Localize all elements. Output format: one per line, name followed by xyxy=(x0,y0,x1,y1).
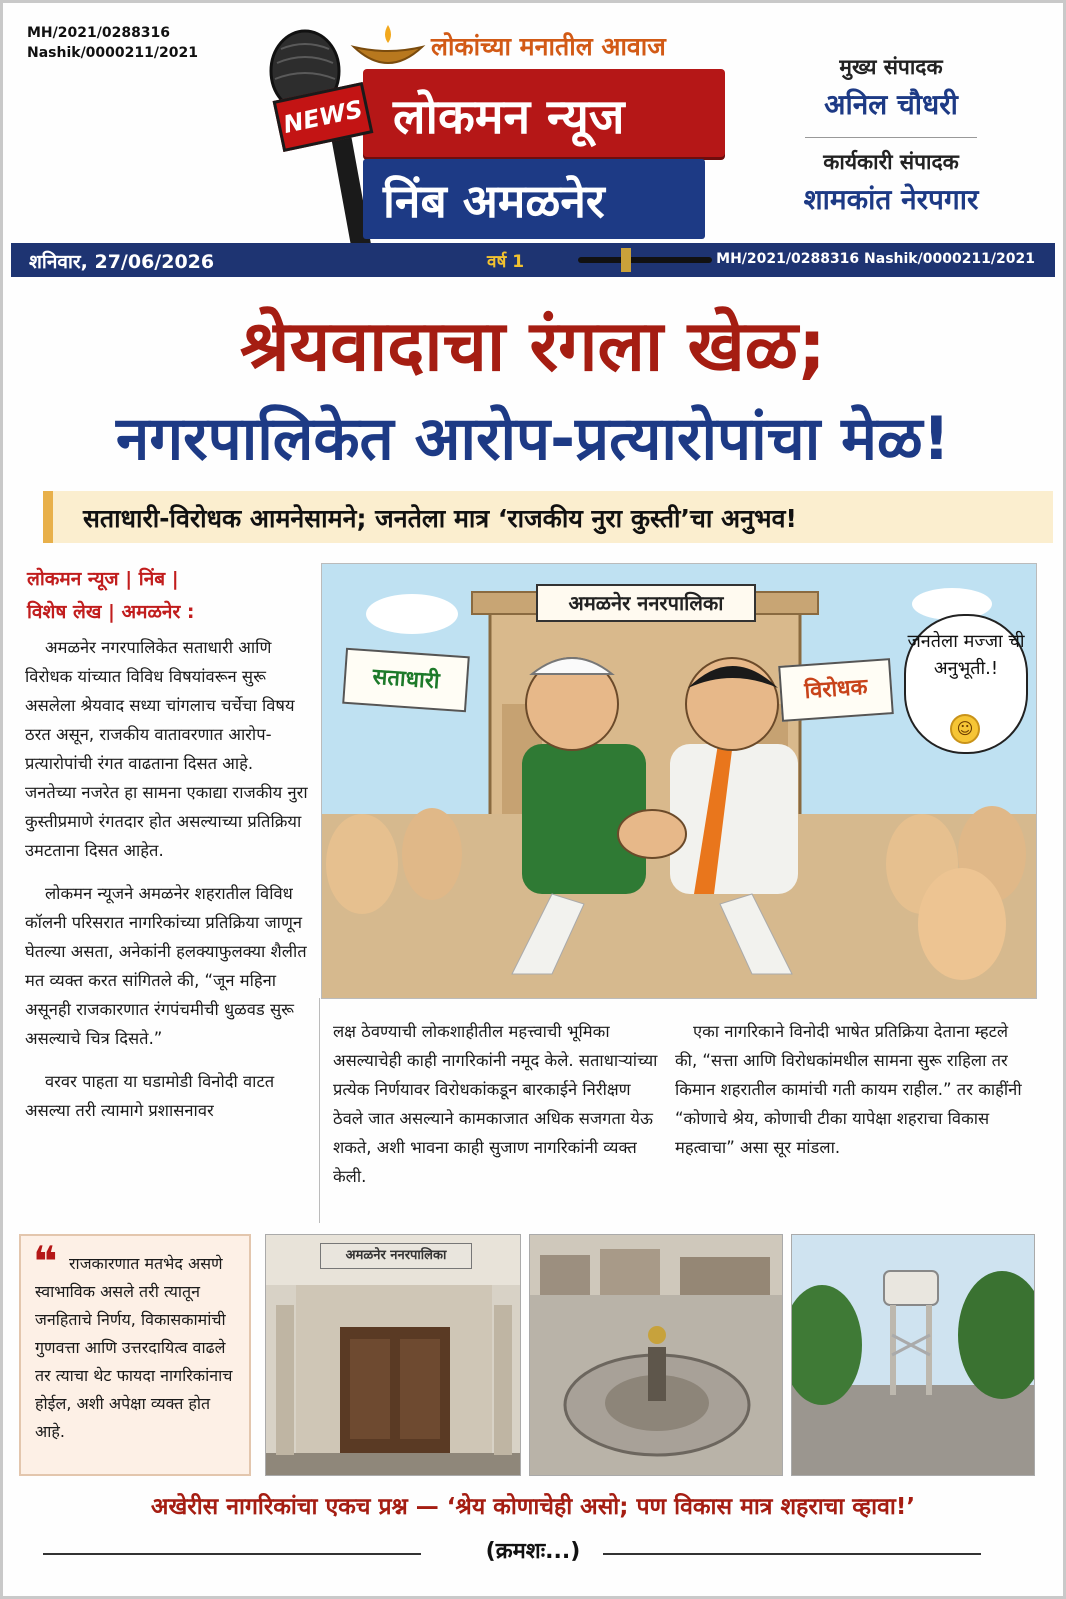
closing-question: अखेरीस नागरिकांचा एकच प्रश्न — ‘श्रेय कोणाचेही असो; पण विकास मात्र शहराचा व्हावा!’ xyxy=(150,1494,916,1520)
article-paragraph: लोकमन न्यूजने अमळनेर शहरातील विविध कॉलनी परिसरात नागरिकांच्या प्रतिक्रिया जाणून घेतल्या असता, अनेकांनी हलक्याफुलक्या शैलीत मत व्यक्त करत सांगितले की, “जून महिना असूनही राजकारणात रंगपंचमीची धुळवड सुरू असल्याचे चित्र दिसते.” xyxy=(25,884,307,1048)
pull-quote-text: राजकारणात मतभेद असणे स्वाभाविक असले तरी त्यातून जनहिताचे निर्णय, विकासकामांची गुणवत्ता आणि उत्तरदायित्व वाढले तर त्याचा थेट फायदा नागरिकांनाच होईल, अशी अपेक्षा व्यक्त होत आहे. xyxy=(35,1254,233,1441)
smiley-icon: ☺ xyxy=(950,714,980,744)
sub-headline xyxy=(43,491,1053,543)
article-column-right xyxy=(675,1017,1025,1162)
headline-line-2: नगरपालिकेत आरोप-प्रत्यारोपांचा मेळ! xyxy=(116,404,950,474)
speech-bubble: जनतेला मज्जा ची अनुभूती.! xyxy=(904,614,1028,754)
byline-line: लोकमन न्यूज | निंब | xyxy=(27,568,179,590)
byline-line: विशेष लेख | अमळनेर : xyxy=(27,601,195,623)
masthead-tagline: लोकांच्या मनातील आवाज xyxy=(431,32,666,61)
photo-water-tower-road xyxy=(791,1234,1035,1476)
brand-name-top xyxy=(363,69,725,157)
sub-headline-text: सताधारी-विरोधक आमनेसामने; जनतेला मात्र ‘राजकीय नुरा कुस्ती’चा अनुभव! xyxy=(83,504,797,533)
water-tower-photo-image xyxy=(792,1235,1035,1476)
building-sign: अमळनेर ननरपालिका xyxy=(320,1243,472,1269)
registration-line: MH/2021/0288316 xyxy=(27,25,171,41)
building-photo-image xyxy=(266,1235,521,1476)
exec-editor-role: कार्यकारी संपादक xyxy=(823,150,959,174)
article-column-left xyxy=(25,633,309,1125)
ruling-party-banner: सताधारी xyxy=(342,648,470,713)
oil-lamp-icon xyxy=(348,23,428,73)
byline xyxy=(27,563,194,629)
brand-name-top-text: लोकमन न्यूज xyxy=(393,89,625,145)
article-paragraph: अमळनेर नगरपालिकेत सताधारी आणि विरोधक यांच्यात विविध विषयांवरून सुरू असलेला श्रेयवाद सध्या चांगलाच चर्चेचा विषय ठरत असून, राजकीय वातावरणात आरोप-प्रत्यारोपांची रंगत वाढताना दिसत आहे. जनतेच्या नजरेत हा सामना एकाद्या राजकीय नुरा कुस्तीप्रमाणे रंगतदार होत असल्याच्या प्रतिक्रिया उमटताना दिसत आहेत. xyxy=(25,638,308,860)
pen-icon xyxy=(577,246,717,274)
chief-editor-role: मुख्य संपादक xyxy=(839,55,943,79)
photo-town-square xyxy=(529,1234,783,1476)
brand-name-bottom-text: निंब अमळनेर xyxy=(383,174,605,228)
headline-line-1: श्रेयवादाचा रंगला खेळ; xyxy=(240,305,826,387)
registration-numbers xyxy=(27,23,198,63)
town-hall-sign: अमळनेर ननरपालिका xyxy=(536,584,756,622)
chief-editor-name: अनिल चौधरी xyxy=(824,88,958,121)
continued-marker: (क्रमशः...) xyxy=(485,1539,581,1564)
exec-editor-name: शामकांत नेरपगार xyxy=(803,183,979,216)
article-paragraph: एका नागरिकाने विनोदी भाषेत प्रतिक्रिया देताना म्हटले की, “सत्ता आणि विरोधकांमधील सामना सुरू राहिला तर किमान शहरातील कामांची गती कायम राहील.” तर काहींनी “कोणाचे श्रेय, कोणाची टीका यापेक्षा शहराचा विकास महत्वाचा” असा सूर मांडला. xyxy=(675,1022,1022,1157)
issue-date: शनिवार, 27/06/2026 xyxy=(29,251,215,273)
column-divider xyxy=(319,998,320,1223)
political-cartoon xyxy=(321,563,1037,999)
date-bar-registration: MH/2021/0288316 Nashik/0000211/2021 xyxy=(716,251,1035,267)
editor-credits xyxy=(793,53,989,218)
town-square-photo-image xyxy=(530,1235,783,1476)
registration-line: Nashik/0000211/2021 xyxy=(27,45,198,61)
photo-municipal-building xyxy=(265,1234,521,1476)
editor-divider xyxy=(805,137,977,138)
date-bar xyxy=(11,243,1055,277)
quote-mark-icon: ❝ xyxy=(33,1237,58,1286)
article-paragraph: वरवर पाहता या घडामोडी विनोदी वाटत असल्या तरी त्यामागे प्रशासनावर xyxy=(25,1072,275,1120)
pull-quote xyxy=(19,1234,251,1476)
article-column-middle: लक्ष ठेवण्याची लोकशाहीतील महत्त्वाची भूमिका असल्याचेही काही नागरिकांनी नमूद केले. सताधाऱ्यांच्या प्रत्येक निर्णयावर विरोधकांकडून बारकाईने निरीक्षण ठेवले जात असल्याने कामकाजात अधिक सजगता येऊ शकते, अशी भावना काही सुजाण नागरिकांनी व्यक्त केली. xyxy=(333,1022,658,1186)
issue-year: वर्ष 1 xyxy=(487,252,525,272)
opposition-banner: विरोधक xyxy=(778,658,894,722)
brand-name-bottom xyxy=(363,159,705,239)
news-tag-text: NEWS xyxy=(280,94,366,140)
